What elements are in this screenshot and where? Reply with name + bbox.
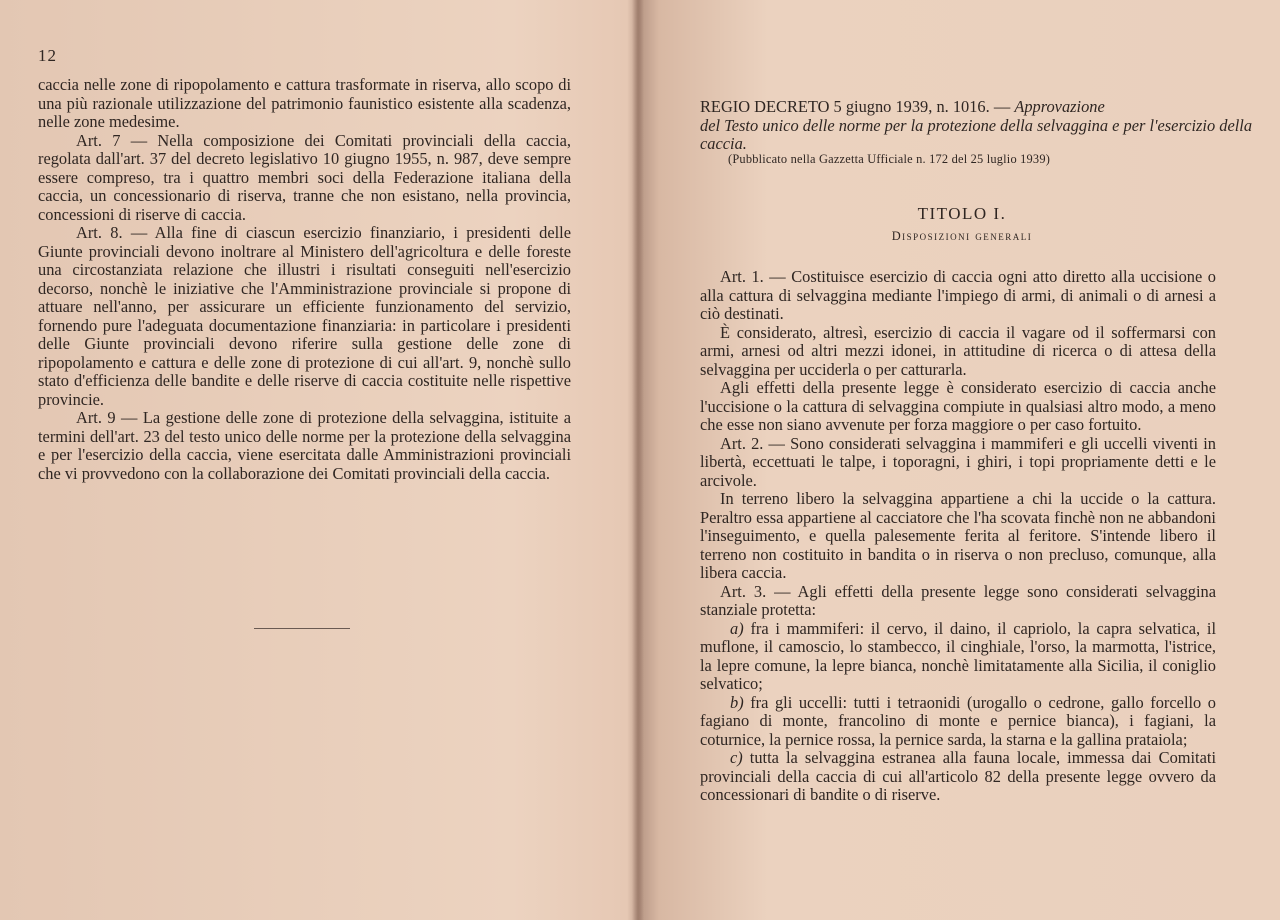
left-page-text bbox=[38, 76, 571, 483]
section-divider bbox=[254, 628, 350, 629]
paragraph-art-9: Art. 9 — La gestione delle zone di protezione della selvaggina, istituite a termini dell'art. 23 del testo unico delle norme per la protezione della selvaggina e per l'esercizio della caccia, viene esercitata dalle Amministrazioni provinciali che vi provvedono con la collaborazione dei Comitati provinciali della caccia. bbox=[38, 408, 571, 483]
list-item-text: fra gli uccelli: tutti i tetraonidi (urogallo o cedrone, gallo forcello o fagiano di monte, francolino di monte e pernice bianca), i fagiani, la coturnice, la pernice rossa, la pernice sarda, la starna e la gallina prataiola; bbox=[700, 692, 1216, 749]
decree-reference: REGIO DECRETO 5 giugno 1939, n. 1016. — bbox=[700, 97, 1015, 116]
right-page-text bbox=[700, 268, 1216, 805]
section-subtitle: Disposizioni generali bbox=[891, 229, 1033, 243]
list-item-letter: b) bbox=[730, 692, 744, 712]
decree-subject-start: Approvazione bbox=[1014, 97, 1105, 116]
list-item-letter: c) bbox=[730, 748, 743, 767]
book-gutter bbox=[632, 0, 644, 920]
decree-heading bbox=[700, 98, 1260, 154]
paragraph-art-3: Art. 3. — Agli effetti della presente legge sono considerati selvaggina stanziale protetta: bbox=[700, 581, 1216, 619]
decree-heading-line bbox=[700, 98, 1260, 117]
paragraph-art-1: Art. 1. — Costituisce esercizio di caccia ogni atto diretto alla uccisione o alla cattura di selvaggina mediante l'impiego di armi, di animali o di arnesi a ciò destinati. bbox=[700, 267, 1216, 323]
paragraph-art-8: Art. 8. — Alla fine di ciascun esercizio finanziario, i presidenti delle Giunte provinciali devono inoltrare al Ministero dell'agricoltura e delle foreste una circostanziata relazione che illustri i risultati conseguiti nell'esercizio decorso, nonchè le iniziative che l'Amministrazione provinciale si propone di attuare nell'anno, per assicurare un efficiente funzionamento del servizio, fornendo pure l'adeguata documentazione finanziaria: in particolare i presidenti delle Giunte provinciali devono riferire sulla gestione delle zone di ripopolamento e cattura e delle zone di protezione di cui all'art. 9, nonchè sullo stato d'efficienza delle bandite e delle riserve di caccia costituite nelle rispettive provincie. bbox=[38, 223, 571, 409]
paragraph-art-7: Art. 7 — Nella composizione dei Comitati provinciali della caccia, regolata dall'art. 37 del decreto legislativo 10 giugno 1955, n. 987, deve sempre essere compreso, tra i quattro membri soci della Federazione italiana della caccia, un concessionario di riserva, tranne che non esistano, nella provincia, concessioni di riserve di caccia. bbox=[38, 130, 571, 224]
list-item-text: fra i mammiferi: il cervo, il daino, il capriolo, la capra selvatica, il muflone, il camoscio, lo stambecco, il cinghiale, l'orso, la marmotta, l'istrice, la lepre comune, la lepre bianca, nonchè limitatamente alla Sicilia, il coniglio selvatico; bbox=[700, 618, 1216, 693]
paragraph: In terreno libero la selvaggina appartiene a chi la uccide o la cattura. Peraltro essa appartiene al cacciatore che l'ha scovata finchè non ne abbandoni l'inseguimento, e quella palesemente ferita al feritore. S'intende libero il terreno non costituito in bandita o in riserva o non precluso, comunque, alla libera caccia. bbox=[700, 489, 1216, 582]
paragraph: È considerato, altresì, esercizio di caccia il vagare od il soffermarsi con armi, arnesi od altri mezzi idonei, in attitudine di ricerca o di attesa della selvaggina per ucciderla o per catturarla. bbox=[700, 322, 1216, 379]
list-item bbox=[700, 620, 1216, 694]
list-item bbox=[700, 694, 1216, 750]
page-number: 12 bbox=[38, 46, 57, 65]
right-page bbox=[644, 0, 1280, 920]
section-title: TITOLO I. bbox=[917, 204, 1007, 223]
left-page bbox=[0, 0, 632, 920]
publication-note: (Pubblicato nella Gazzetta Ufficiale n. 172 del 25 luglio 1939) bbox=[728, 152, 1051, 166]
decree-subject: del Testo unico delle norme per la protezione della selvaggina e per l'esercizio della caccia. bbox=[700, 115, 1253, 153]
list-item bbox=[700, 749, 1216, 805]
paragraph: Agli effetti della presente legge è considerato esercizio di caccia anche l'uccisione o la cattura di selvaggina compiute in qualsiasi altro modo, a meno che esse non siano avvenute per forza maggiore o per caso fortuito. bbox=[700, 378, 1216, 434]
list-item-letter: a) bbox=[730, 618, 744, 638]
paragraph-art-2: Art. 2. — Sono considerati selvaggina i mammiferi e gli uccelli viventi in libertà, eccettuati le talpe, i toporagni, i ghiri, i topi propriamente detti e le arcivole. bbox=[700, 433, 1216, 490]
list-item-text: tutta la selvaggina estranea alla fauna locale, immessa dai Comitati provinciali della caccia di cui all'articolo 82 della presente legge ovvero da concessionari di bandite o di riserve. bbox=[700, 748, 1216, 804]
paragraph: caccia nelle zone di ripopolamento e cattura trasformate in riserva, allo scopo di una più razionale utilizzazione del patrimonio faunistico esistente alla scadenza, nelle zone medesime. bbox=[38, 75, 571, 131]
